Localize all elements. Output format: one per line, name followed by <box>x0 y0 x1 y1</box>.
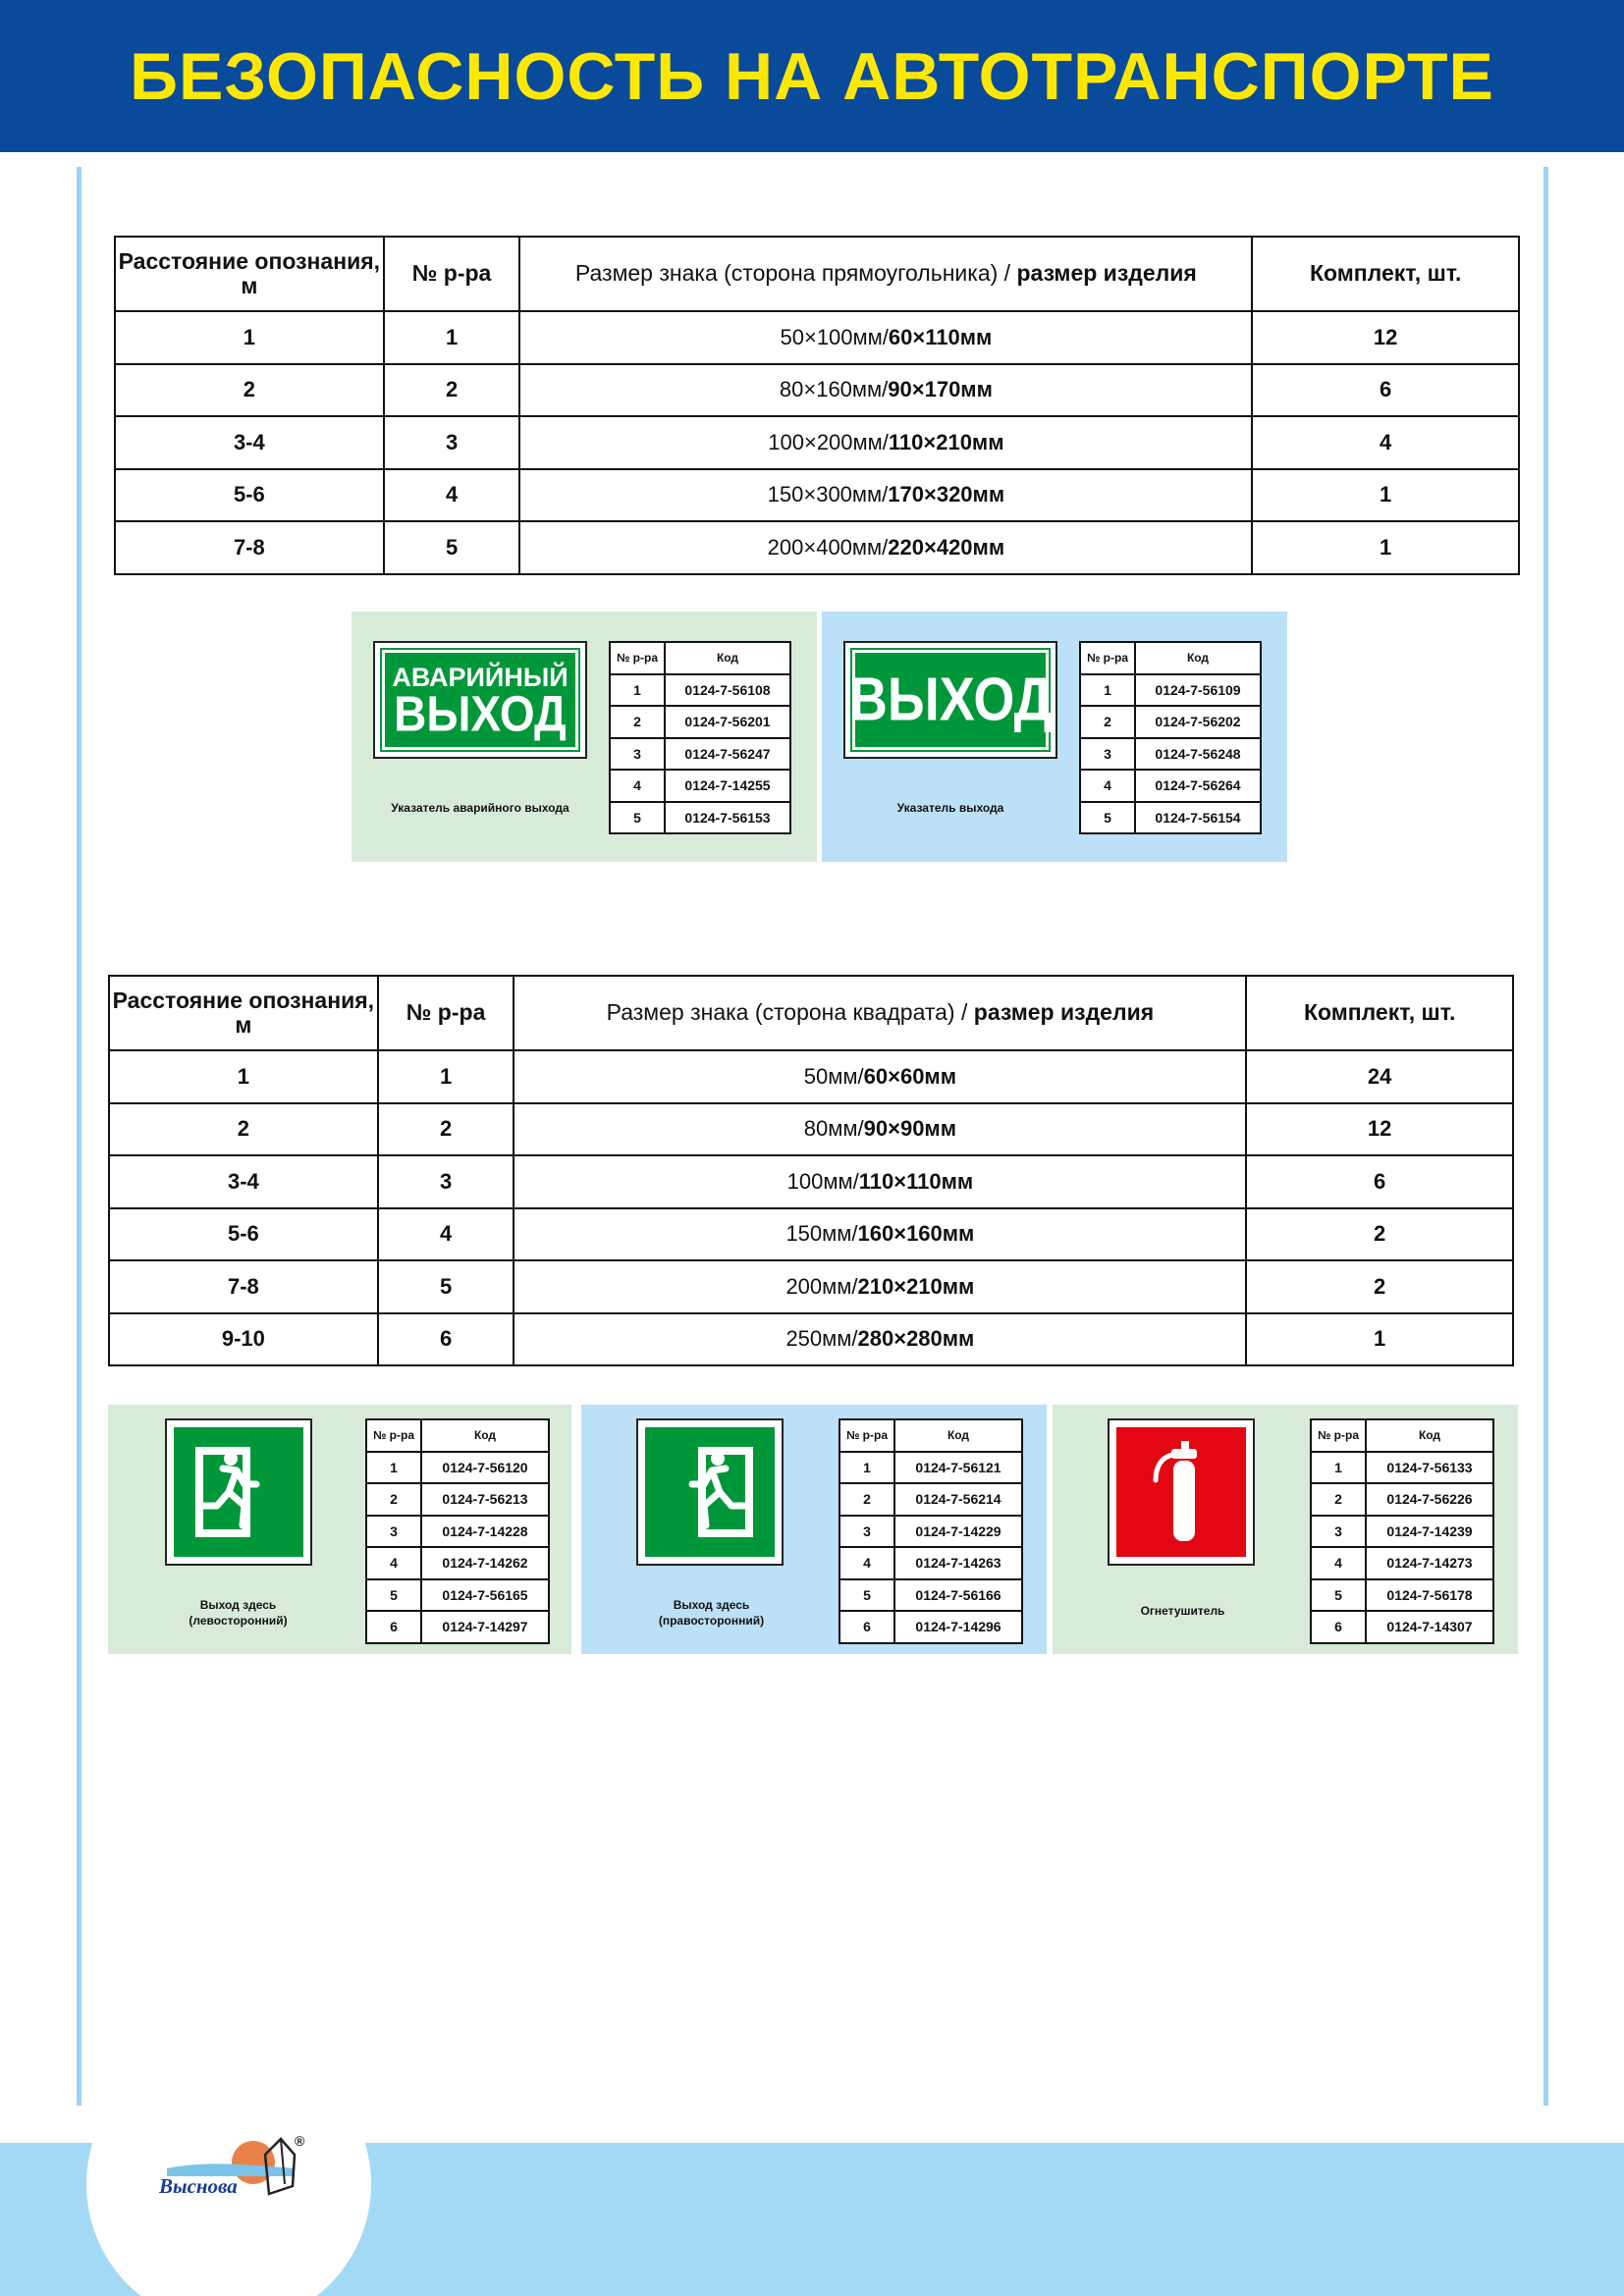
codes-header-code: Код <box>1366 1419 1493 1452</box>
table-row <box>366 1452 549 1484</box>
table-row <box>1311 1452 1493 1484</box>
cell-code: 0124-7-56166 <box>894 1579 1022 1612</box>
cell-size-no: 1 <box>366 1452 421 1484</box>
cell-dimensions <box>514 1208 1246 1261</box>
cell-set: 4 <box>1252 416 1519 469</box>
cell-size-no: 3 <box>1080 738 1135 771</box>
cell-set: 6 <box>1246 1155 1513 1208</box>
header-dimensions <box>514 976 1246 1050</box>
cell-dimensions <box>519 521 1252 574</box>
table-row <box>610 706 790 738</box>
header-dimensions-sign: Размер знака (сторона квадрата) / <box>606 999 968 1026</box>
running-man-exit-left-icon <box>174 1427 303 1557</box>
table-row <box>1080 674 1261 707</box>
spec-table-rectangular <box>114 236 1520 575</box>
cell-distance: 2 <box>109 1103 378 1156</box>
cell-product-size: 280×280мм <box>857 1326 975 1352</box>
sign-frame <box>165 1418 312 1566</box>
page-title: БЕЗОПАСНОСТЬ НА АВТОТРАНСПОРТЕ <box>130 38 1494 114</box>
product-panel-extinguisher <box>1053 1405 1518 1654</box>
brand-logo <box>147 2125 334 2214</box>
table-row <box>366 1547 549 1579</box>
cell-size-no: 4 <box>366 1547 421 1579</box>
cell-size-no: 2 <box>610 706 665 738</box>
cell-product-size: 160×160мм <box>857 1221 975 1247</box>
cell-size-no: 1 <box>378 1050 514 1103</box>
cell-size-no: 4 <box>384 469 520 522</box>
fire-extinguisher-icon <box>1116 1427 1246 1557</box>
cell-set: 12 <box>1246 1103 1513 1156</box>
codes-table <box>1079 641 1262 834</box>
header-distance: Расстояние опознания, м <box>109 976 378 1050</box>
emergency-exit-sign-icon <box>382 650 578 750</box>
table-row <box>610 738 790 771</box>
cell-distance: 5-6 <box>115 469 384 522</box>
cell-distance: 7-8 <box>115 521 384 574</box>
cell-code: 0124-7-14296 <box>894 1611 1022 1643</box>
cell-sign-size: 100×200мм/ <box>768 429 889 454</box>
table-row <box>1311 1579 1493 1612</box>
cell-code: 0124-7-56247 <box>665 738 790 771</box>
cell-distance: 1 <box>109 1050 378 1103</box>
cell-code: 0124-7-14228 <box>421 1516 549 1548</box>
table-row <box>109 1313 1513 1366</box>
table-row <box>839 1452 1022 1484</box>
cell-size-no: 6 <box>839 1611 894 1643</box>
cell-product-size: 210×210мм <box>857 1273 975 1299</box>
cell-size-no: 5 <box>1311 1579 1366 1612</box>
cell-set: 1 <box>1252 469 1519 522</box>
table-row <box>1311 1611 1493 1643</box>
cell-size-no: 6 <box>378 1313 514 1366</box>
cell-sign-size: 50×100мм/ <box>780 324 889 349</box>
cell-set: 6 <box>1252 364 1519 417</box>
cell-product-size: 220×420мм <box>888 534 1005 560</box>
codes-header-code: Код <box>421 1419 549 1452</box>
cell-size-no: 2 <box>384 364 520 417</box>
cell-code: 0124-7-14307 <box>1366 1611 1493 1643</box>
cell-code: 0124-7-56201 <box>665 706 790 738</box>
cell-size-no: 5 <box>384 521 520 574</box>
table-row <box>1311 1547 1493 1579</box>
codes-header-num: № р-ра <box>839 1419 894 1452</box>
cell-size-no: 1 <box>384 311 520 364</box>
cell-size-no: 5 <box>839 1579 894 1612</box>
table-row <box>115 311 1519 364</box>
product-panel-exit <box>822 612 1287 862</box>
cell-code: 0124-7-14273 <box>1366 1547 1493 1579</box>
product-caption: Указатель выхода <box>896 801 1004 815</box>
cell-size-no: 6 <box>1311 1611 1366 1643</box>
table-row <box>610 674 790 707</box>
codes-table <box>365 1418 550 1644</box>
cell-code: 0124-7-56248 <box>1135 738 1261 771</box>
table-row <box>1311 1483 1493 1516</box>
table-row <box>366 1611 549 1643</box>
cell-code: 0124-7-56226 <box>1366 1483 1493 1516</box>
header-dimensions-product: размер изделия <box>973 999 1155 1026</box>
cell-sign-size: 50мм/ <box>803 1063 864 1089</box>
codes-header-num: № р-ра <box>1080 642 1135 674</box>
cell-size-no: 3 <box>384 416 520 469</box>
header-distance: Расстояние опознания, м <box>115 237 384 311</box>
cell-code: 0124-7-56153 <box>665 802 790 834</box>
cell-size-no: 4 <box>1080 770 1135 802</box>
table-row <box>109 1260 1513 1313</box>
header-set: Комплект, шт. <box>1252 237 1519 311</box>
header-bar <box>0 0 1624 152</box>
cell-size-no: 2 <box>378 1103 514 1156</box>
table-row <box>839 1483 1022 1516</box>
cell-dimensions <box>514 1260 1246 1313</box>
cell-sign-size: 100мм/ <box>786 1168 859 1194</box>
table-row <box>1080 706 1261 738</box>
cell-set: 1 <box>1246 1313 1513 1366</box>
cell-sign-size: 250мм/ <box>785 1326 858 1352</box>
table-row <box>366 1516 549 1548</box>
cell-dimensions <box>514 1155 1246 1208</box>
product-panel-exit-left <box>108 1405 571 1654</box>
cell-size-no: 3 <box>1311 1516 1366 1548</box>
cell-set: 24 <box>1246 1050 1513 1103</box>
product-panel-exit-right <box>581 1405 1047 1654</box>
table-row <box>109 1208 1513 1261</box>
cell-set: 2 <box>1246 1208 1513 1261</box>
cell-dimensions <box>519 416 1252 469</box>
cell-code: 0124-7-56120 <box>421 1452 549 1484</box>
codes-table <box>1310 1418 1494 1644</box>
right-rule <box>1543 167 1548 2106</box>
cell-sign-size: 200мм/ <box>785 1273 858 1299</box>
cell-distance: 7-8 <box>109 1260 378 1313</box>
table-row <box>115 521 1519 574</box>
product-panel-emergency-exit <box>352 612 817 862</box>
cell-size-no: 1 <box>839 1452 894 1484</box>
table-row <box>1080 738 1261 771</box>
cell-sign-size: 150мм/ <box>785 1221 858 1247</box>
cell-set: 1 <box>1252 521 1519 574</box>
product-caption <box>601 1597 822 1629</box>
sign-line2: ВЫХОД <box>394 684 567 742</box>
codes-header-code: Код <box>894 1419 1022 1452</box>
cell-code: 0124-7-56154 <box>1135 802 1261 834</box>
cell-dimensions <box>519 364 1252 417</box>
table-row <box>109 1155 1513 1208</box>
cell-size-no: 4 <box>610 770 665 802</box>
cell-dimensions <box>514 1313 1246 1366</box>
cell-distance: 2 <box>115 364 384 417</box>
cell-distance: 9-10 <box>109 1313 378 1366</box>
codes-table <box>609 641 791 834</box>
header-dimensions <box>519 237 1252 311</box>
cell-product-size: 170×320мм <box>888 482 1005 507</box>
cell-size-no: 4 <box>378 1208 514 1261</box>
cell-size-no: 2 <box>366 1483 421 1516</box>
table-row <box>115 364 1519 417</box>
cell-sign-size: 80мм/ <box>803 1116 864 1142</box>
cell-code: 0124-7-14229 <box>894 1516 1022 1548</box>
table-row <box>366 1483 549 1516</box>
sign-frame <box>373 641 587 759</box>
table-row <box>109 1103 1513 1156</box>
cell-sign-size: 80×160мм/ <box>779 377 889 402</box>
sign-frame <box>843 641 1057 759</box>
left-rule <box>77 167 81 2106</box>
cell-code: 0124-7-56165 <box>421 1579 549 1612</box>
cell-code: 0124-7-56264 <box>1135 770 1261 802</box>
running-man-exit-right-icon <box>645 1427 775 1557</box>
sign-frame <box>1108 1418 1255 1566</box>
table-row <box>115 416 1519 469</box>
cell-size-no: 5 <box>1080 802 1135 834</box>
table-row <box>115 469 1519 522</box>
cell-product-size: 110×210мм <box>888 429 1004 454</box>
cell-code: 0124-7-14262 <box>421 1547 549 1579</box>
header-size-no: № р-ра <box>378 976 514 1050</box>
cell-distance: 3-4 <box>115 416 384 469</box>
cell-size-no: 2 <box>839 1483 894 1516</box>
cell-distance: 3-4 <box>109 1155 378 1208</box>
cell-size-no: 1 <box>1080 674 1135 707</box>
table-row <box>610 802 790 834</box>
caption-line2: (левосторонний) <box>189 1614 288 1629</box>
cell-sign-size: 200×400мм/ <box>767 534 889 560</box>
cell-distance: 5-6 <box>109 1208 378 1261</box>
caption-line1: Огнетушитель <box>1140 1604 1225 1618</box>
table-row <box>839 1611 1022 1643</box>
codes-header-num: № р-ра <box>366 1419 421 1452</box>
cell-size-no: 5 <box>378 1260 514 1313</box>
registered-mark: ® <box>295 2133 305 2149</box>
logo-mark-icon <box>147 2125 334 2214</box>
cell-size-no: 3 <box>378 1155 514 1208</box>
cell-code: 0124-7-56109 <box>1135 674 1261 707</box>
cell-size-no: 2 <box>1311 1483 1366 1516</box>
cell-size-no: 3 <box>610 738 665 771</box>
product-caption: Указатель аварийного выхода <box>391 801 569 815</box>
codes-header-code: Код <box>665 642 790 674</box>
cell-code: 0124-7-14263 <box>894 1547 1022 1579</box>
cell-dimensions <box>514 1103 1246 1156</box>
cell-code: 0124-7-14297 <box>421 1611 549 1643</box>
sign-frame <box>636 1418 784 1566</box>
cell-code: 0124-7-56213 <box>421 1483 549 1516</box>
table-row <box>839 1579 1022 1612</box>
cell-size-no: 1 <box>610 674 665 707</box>
table-row <box>109 1050 1513 1103</box>
table-header-row <box>109 976 1513 1050</box>
cell-code: 0124-7-56121 <box>894 1452 1022 1484</box>
header-size-no: № р-ра <box>384 237 520 311</box>
codes-header-num: № р-ра <box>1311 1419 1366 1452</box>
cell-code: 0124-7-14255 <box>665 770 790 802</box>
cell-dimensions <box>514 1050 1246 1103</box>
sign-line1: АВАРИЙНЫЙ <box>392 662 568 692</box>
cell-product-size: 60×110мм <box>888 324 993 349</box>
cell-set: 12 <box>1252 311 1519 364</box>
table-header-row <box>115 237 1519 311</box>
cell-product-size: 90×90мм <box>863 1116 956 1142</box>
product-caption <box>128 1597 349 1629</box>
codes-header-code: Код <box>1135 642 1261 674</box>
cell-product-size: 60×60мм <box>863 1063 956 1089</box>
table-row <box>839 1516 1022 1548</box>
logo-text: Выснова <box>159 2174 238 2198</box>
cell-product-size: 90×170мм <box>888 377 993 402</box>
cell-set: 2 <box>1246 1260 1513 1313</box>
cell-code: 0124-7-14239 <box>1366 1516 1493 1548</box>
cell-distance: 1 <box>115 311 384 364</box>
cell-size-no: 5 <box>366 1579 421 1612</box>
table-row <box>1080 802 1261 834</box>
cell-code: 0124-7-56202 <box>1135 706 1261 738</box>
header-dimensions-product: размер изделия <box>1016 260 1197 287</box>
cell-dimensions <box>519 311 1252 364</box>
cell-size-no: 3 <box>366 1516 421 1548</box>
cell-dimensions <box>519 469 1252 522</box>
table-row <box>1311 1516 1493 1548</box>
cell-size-no: 3 <box>839 1516 894 1548</box>
caption-line1: Выход здесь <box>199 1598 277 1612</box>
caption-line2: (правосторонний) <box>658 1614 765 1629</box>
codes-table <box>839 1418 1023 1644</box>
cell-size-no: 6 <box>366 1611 421 1643</box>
codes-header-num: № р-ра <box>610 642 665 674</box>
table-row <box>610 770 790 802</box>
cell-sign-size: 150×300мм/ <box>767 482 889 507</box>
cell-code: 0124-7-56108 <box>665 674 790 707</box>
product-caption <box>1072 1603 1293 1619</box>
table-row <box>839 1547 1022 1579</box>
cell-size-no: 4 <box>1311 1547 1366 1579</box>
cell-code: 0124-7-56178 <box>1366 1579 1493 1612</box>
table-row <box>1080 770 1261 802</box>
cell-size-no: 4 <box>839 1547 894 1579</box>
cell-size-no: 2 <box>1080 706 1135 738</box>
table-row <box>366 1579 549 1612</box>
caption-line1: Выход здесь <box>673 1598 750 1612</box>
cell-size-no: 1 <box>1311 1452 1366 1484</box>
cell-product-size: 110×110мм <box>858 1168 974 1194</box>
cell-size-no: 5 <box>610 802 665 834</box>
cell-code: 0124-7-56133 <box>1366 1452 1493 1484</box>
exit-sign-icon <box>848 650 1053 750</box>
header-dimensions-sign: Размер знака (сторона прямоугольника) / <box>574 260 1011 287</box>
sign-line1: ВЫХОД <box>848 666 1053 734</box>
cell-code: 0124-7-56214 <box>894 1483 1022 1516</box>
header-set: Комплект, шт. <box>1246 976 1513 1050</box>
spec-table-square <box>108 975 1514 1366</box>
